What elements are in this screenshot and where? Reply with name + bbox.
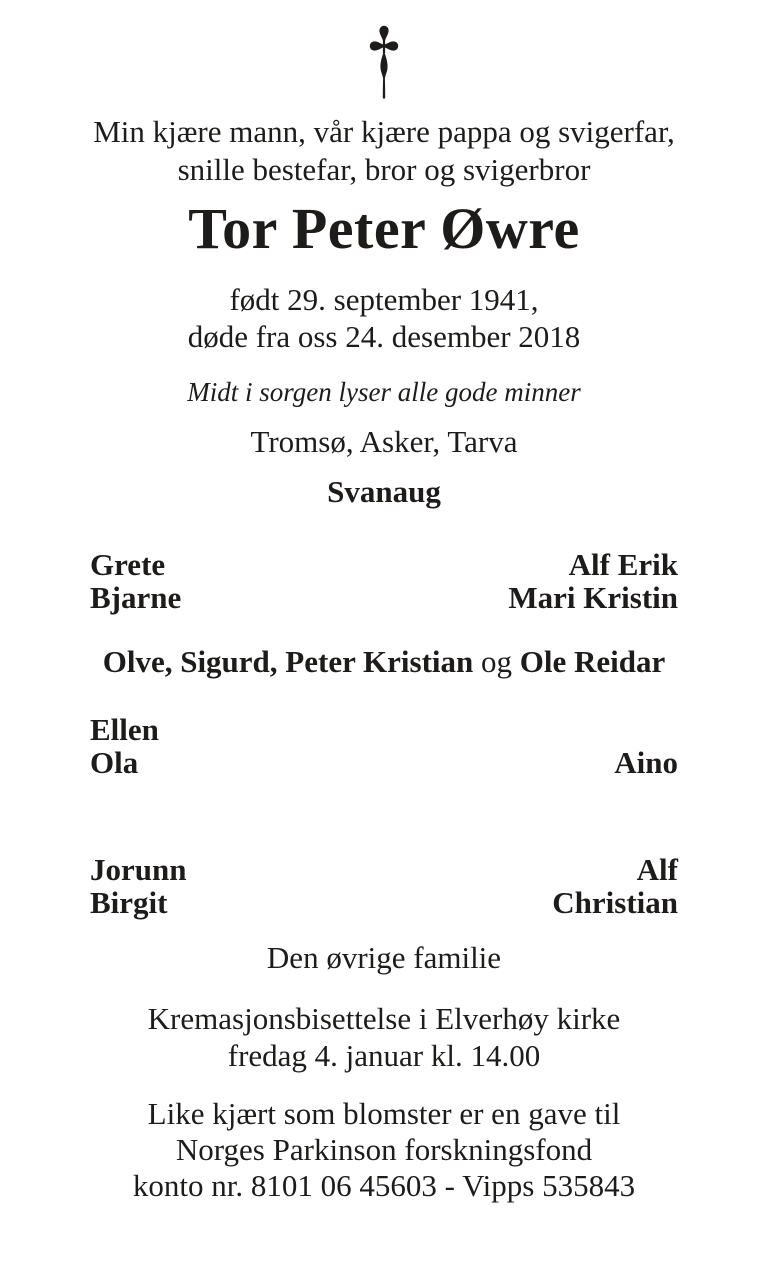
ceremony-line-1: Kremasjonsbisettelse i Elverhøy kirke [147,1001,621,1036]
relatives-group-1 [0,548,768,614]
memorial-cross-icon [369,25,399,99]
conjunction-og: og [481,644,513,679]
ceremony-line-2: fredag 4. januar kl. 14.00 [227,1038,541,1073]
other-family-line: Den øvrige familie [266,940,502,975]
deceased-name: Tor Peter Øwre [188,196,580,261]
birth-date-line: født 29. september 1941, [229,282,539,317]
intro-line-1: Min kjære mann, vår kjære pappa og svigerfar, [93,114,675,149]
relative-names-bold: Ole Reidar [519,644,666,679]
relative-name-left: Ola [90,745,139,780]
donation-line-3: konto nr. 8101 06 45603 - Vipps 535843 [132,1168,636,1203]
relatives-group-3 [0,853,768,919]
intro-line-2: snille bestefar, bror og svigerbror [177,152,591,187]
relatives-center-line [0,645,768,678]
death-date-line: døde fra oss 24. desember 2018 [187,319,581,354]
relative-name-right: Aino [614,745,678,780]
donation-line-1: Like kjært som blomster er en gave til [147,1096,621,1131]
relative-name-left: Grete [90,547,166,582]
relative-name-right: Mari Kristin [508,580,678,615]
relatives-row [90,581,678,614]
relatives-group-2 [0,713,768,779]
donation-line-2: Norges Parkinson forskningsfond [175,1132,593,1167]
relative-name-left: Bjarne [90,580,182,615]
relative-name-left: Birgit [90,885,168,920]
relatives-row [90,853,678,886]
donation-info [133,1096,635,1204]
relatives-row [90,548,678,581]
memorial-verse: Midt i sorgen lyser alle gode minner [187,377,581,407]
intro-text [93,113,675,189]
relative-name-left: Ellen [90,712,159,747]
places-line: Tromsø, Asker, Tarva [250,424,518,459]
relative-name-right: Alf Erik [568,547,678,582]
relative-name-left: Jorunn [90,852,187,887]
relatives-row [90,746,678,779]
relatives-row [90,886,678,919]
relative-names-bold: Olve, Sigurd, Peter Kristian [102,644,474,679]
relatives-row [90,713,678,746]
relative-name-right: Alf [636,852,678,887]
ceremony-info [148,1000,621,1074]
relative-name-right: Christian [552,885,678,920]
life-dates [188,281,581,355]
spouse-name: Svanaug [327,474,441,509]
